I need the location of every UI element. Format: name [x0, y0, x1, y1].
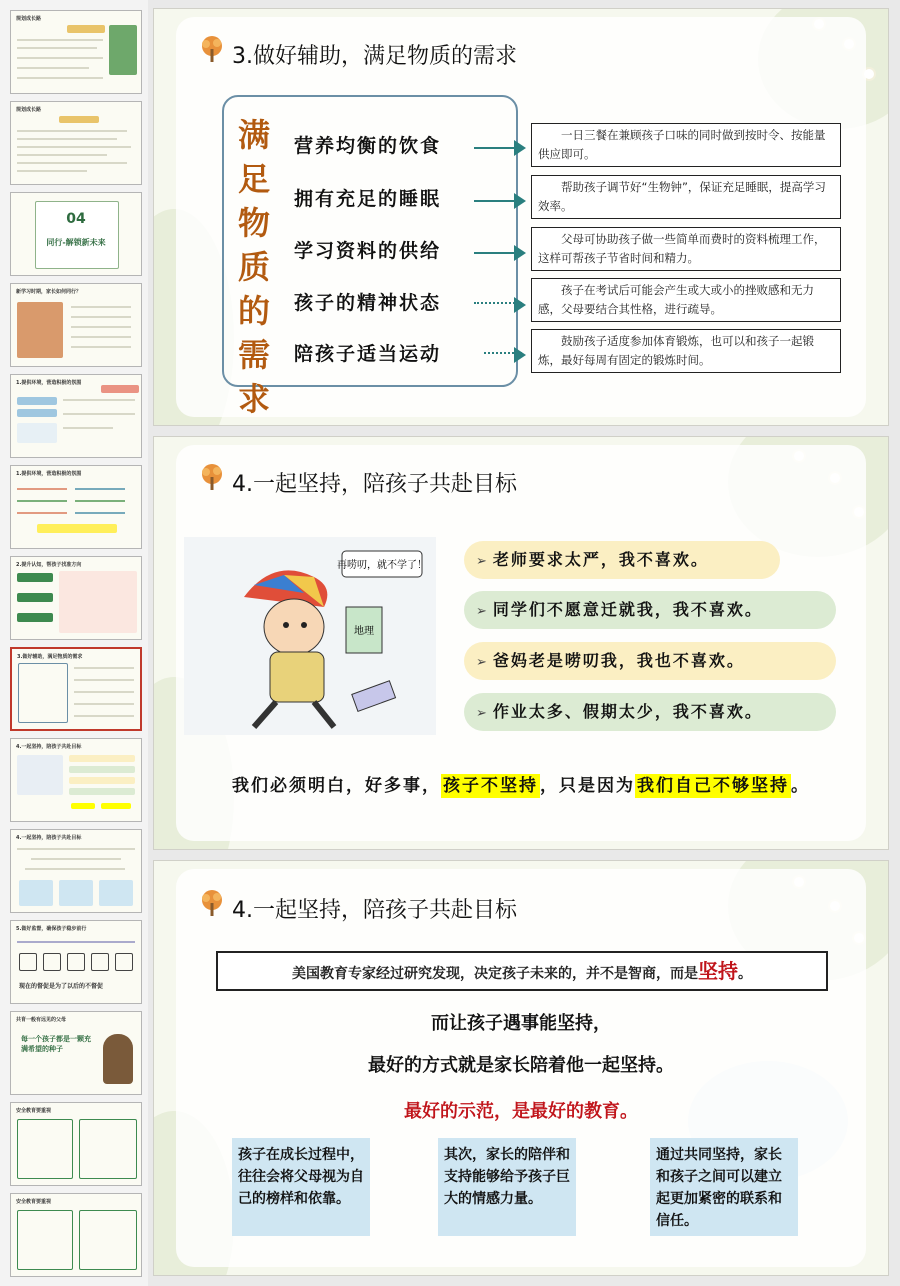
tree-icon	[197, 35, 227, 65]
slide-persist-together-1[interactable]	[153, 436, 889, 850]
desc-mental: 孩子在考试后可能会产生或大或小的挫败感和无力感，父母要结合其性格，进行疏导。	[531, 278, 841, 322]
highlight-ourselves: 我们自己不够坚持	[637, 776, 789, 796]
slide-thumbnail-14[interactable]: 安全教育要重视	[10, 1193, 142, 1277]
slide-thumbnail-13[interactable]: 安全教育要重视	[10, 1102, 142, 1186]
slide-thumbnail-1[interactable]	[10, 10, 142, 94]
summary-text: 我们必须明白，好多事， 孩子不坚持 ，只是因为 我们自己不够坚持 。	[232, 776, 810, 796]
slide-heading: 4.一起坚持，陪孩子共赴目标	[232, 472, 517, 497]
triangle-bullet-icon: ➢	[476, 706, 489, 721]
need-item-exercise: 陪孩子适当运动	[294, 343, 442, 365]
tree-icon	[197, 463, 227, 493]
triangle-bullet-icon: ➢	[476, 604, 489, 619]
reason-card-1: 孩子在成长过程中，往往会将父母视为自己的榜样和依靠。	[232, 1138, 370, 1236]
slide-heading: 4.一起坚持，陪孩子共赴目标	[232, 898, 517, 923]
book-label-text: 地理	[354, 626, 374, 637]
book-image	[109, 25, 137, 75]
highlight-child: 孩子不坚持	[443, 776, 538, 796]
arrow-icon	[484, 352, 522, 354]
slide-thumbnail-7[interactable]: 2.提升认知，帮孩子找准方向	[10, 556, 142, 640]
line-1: 而让孩子遇事能坚持，	[431, 1013, 611, 1034]
emphasis-persistence: 坚持	[698, 959, 738, 983]
slide-thumbnail-10[interactable]: 4.一起坚持，陪孩子共赴目标	[10, 829, 142, 913]
family-photo	[17, 302, 63, 358]
slide-thumbnail-5[interactable]: 1.提供环境，营造积极的氛围	[10, 374, 142, 458]
slide-heading: 3.做好辅助，满足物质的需求	[232, 44, 517, 69]
thumbnail-title: 规划成长路	[16, 16, 42, 22]
slide-thumbnail-11[interactable]: 5.做好监督，确保孩子稳步前行 现在的督促是为了以后的不督促	[10, 920, 142, 1004]
arrow-icon	[474, 200, 522, 202]
slide-thumbnail-2[interactable]: 规划成长路	[10, 101, 142, 185]
desc-diet: 一日三餐在兼顾孩子口味的同时做到按时令、按能量供应即可。	[531, 123, 841, 167]
complaint-4: ➢ 作业太多、假期太少，我不喜欢。	[464, 693, 836, 731]
line-3-red: 最好的示范，是最好的教育。	[404, 1101, 638, 1122]
seedling-image	[103, 1034, 133, 1084]
complaint-1: ➢ 老师要求太严，我不喜欢。	[464, 541, 780, 579]
slide-thumbnail-12[interactable]: 共育一般有远见的父母 每一个孩子都是一颗充满希望的种子	[10, 1011, 142, 1095]
cartoon-boy-image	[184, 537, 436, 735]
need-item-sleep: 拥有充足的睡眠	[294, 188, 442, 210]
slide-thumbnail-8[interactable]: 3.做好辅助，满足物质的需求	[10, 647, 142, 731]
desc-exercise: 鼓励孩子适度参加体育锻炼，也可以和孩子一起锻炼，最好每周有固定的锻炼时间。	[531, 329, 841, 373]
arrow-icon	[474, 302, 522, 304]
desc-sleep: 帮助孩子调节好“生物钟”，保证充足睡眠，提高学习效率。	[531, 175, 841, 219]
arrow-icon	[474, 147, 522, 149]
slide-persist-together-2[interactable]	[153, 860, 889, 1276]
tree-icon	[197, 889, 227, 919]
triangle-bullet-icon: ➢	[476, 554, 489, 569]
speech-bubble-text: 再唠叨，就不学了！	[337, 560, 427, 571]
complaint-3: ➢ 爸妈老是唠叨我，我也不喜欢。	[464, 642, 836, 680]
slide-material-needs[interactable]	[153, 8, 889, 426]
slide-thumbnail-3[interactable]: 04 同行-解锁新未来	[10, 192, 142, 276]
slide-thumbnail-9[interactable]: 4.一起坚持，陪孩子共赴目标	[10, 738, 142, 822]
vertical-title: 满足物质的需求	[237, 116, 270, 418]
cartoon-illustration	[184, 537, 436, 735]
slide-thumbnail-panel	[0, 0, 148, 1286]
desc-materials: 父母可协助孩子做一些简单而费时的资料梳理工作，这样可帮孩子节省时间和精力。	[531, 227, 841, 271]
need-item-mental: 孩子的精神状态	[294, 292, 442, 314]
line-2: 最好的方式就是家长陪着他一起坚持。	[368, 1055, 674, 1076]
research-quote-box: 美国教育专家经过研究发现，决定孩子未来的，并不是智商，而是坚持。	[216, 951, 828, 991]
reason-card-2: 其次，家长的陪伴和支持能够给予孩子巨大的情感力量。	[438, 1138, 576, 1236]
cartoon-image	[17, 755, 63, 795]
need-item-materials: 学习资料的供给	[294, 240, 442, 262]
need-item-diet: 营养均衡的饮食	[294, 135, 442, 157]
complaint-2: ➢ 同学们不愿意迁就我，我不喜欢。	[464, 591, 836, 629]
slide-thumbnail-6[interactable]: 1.提供环境，营造积极的氛围	[10, 465, 142, 549]
arrow-icon	[474, 252, 522, 254]
triangle-bullet-icon: ➢	[476, 655, 489, 670]
reason-card-3: 通过共同坚持，家长和孩子之间可以建立起更加紧密的联系和信任。	[650, 1138, 798, 1236]
slide-thumbnail-4[interactable]: 新学习时期，家长如何同行？	[10, 283, 142, 367]
